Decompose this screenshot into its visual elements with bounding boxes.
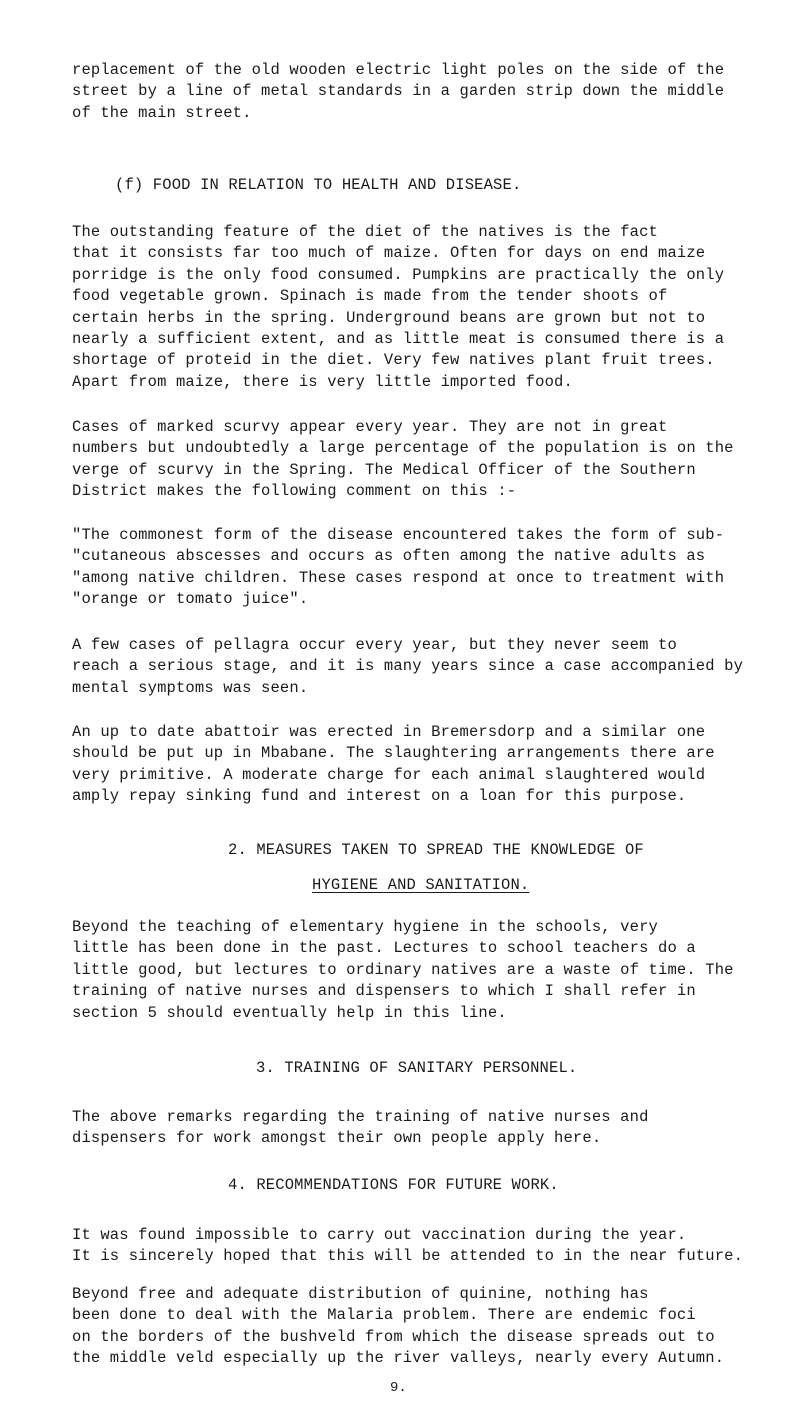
heading-training-personnel: 3. TRAINING OF SANITARY PERSONNEL. xyxy=(256,1059,578,1077)
text-line: "The commonest form of the disease encountered takes the form of sub- xyxy=(72,526,725,544)
text-line: of the main street. xyxy=(72,103,252,122)
text-line: District makes the following comment on this :- xyxy=(72,482,517,501)
quote-medical-officer xyxy=(72,525,772,611)
text-line: little has been done in the past. Lectures to school teachers do a xyxy=(72,939,696,958)
text-line: on the borders of the bushveld from which the disease spreads out to xyxy=(72,1327,715,1346)
text-line: reach a serious stage, and it is many years since a case accompanied by xyxy=(72,657,744,676)
text-line: nearly a sufficient extent, and as little meat is consumed there is a xyxy=(72,330,725,349)
paragraph-diet xyxy=(72,222,772,393)
text-line: "orange or tomato juice". xyxy=(72,590,309,609)
text-line: food vegetable grown. Spinach is made from the tender shoots of xyxy=(72,287,668,306)
text-line: A few cases of pellagra occur every year, but they never seem to xyxy=(72,636,677,654)
text-line: little good, but lectures to ordinary natives are a waste of time. The xyxy=(72,960,734,979)
text-line: It was found impossible to carry out vaccination during the year. xyxy=(72,1226,687,1244)
heading-recommendations: 4. RECOMMENDATIONS FOR FUTURE WORK. xyxy=(228,1176,559,1194)
text-line: should be put up in Mbabane. The slaughtering arrangements there are xyxy=(72,744,715,763)
text-line: shortage of proteid in the diet. Very few natives plant fruit trees. xyxy=(72,351,715,370)
text-line: verge of scurvy in the Spring. The Medical Officer of the Southern xyxy=(72,460,696,479)
text-line: Beyond the teaching of elementary hygiene in the schools, very xyxy=(72,918,658,936)
text-line: Beyond free and adequate distribution of quinine, nothing has xyxy=(72,1285,649,1303)
heading-hygiene-sanitation: HYGIENE AND SANITATION. xyxy=(312,876,530,894)
text-line: Cases of marked scurvy appear every year. They are not in great xyxy=(72,418,668,436)
text-line: It is sincerely hoped that this will be attended to in the near future. xyxy=(72,1247,744,1266)
text-line: the middle veld especially up the river valleys, nearly every Autumn. xyxy=(72,1349,725,1368)
text-line: Apart from maize, there is very little imported food. xyxy=(72,372,573,391)
text-line: very primitive. A moderate charge for each animal slaughtered would xyxy=(72,765,706,784)
text-line: numbers but undoubtedly a large percentage of the population is on the xyxy=(72,439,734,458)
text-line: replacement of the old wooden electric light poles on the side of the xyxy=(72,61,725,79)
paragraph-street-poles xyxy=(72,60,772,124)
paragraph-training xyxy=(72,1107,772,1150)
paragraph-hygiene-teaching xyxy=(72,917,772,1024)
paragraph-abattoir xyxy=(72,722,772,808)
text-line: dispensers for work amongst their own people apply here. xyxy=(72,1129,602,1148)
text-line: that it consists far too much of maize. Often for days on end maize xyxy=(72,244,706,263)
text-line: "among native children. These cases respond at once to treatment with xyxy=(72,568,725,587)
paragraph-pellagra xyxy=(72,635,772,699)
text-line: street by a line of metal standards in a garden strip down the middle xyxy=(72,82,725,101)
paragraph-vaccination xyxy=(72,1225,772,1268)
heading-measures-knowledge: 2. MEASURES TAKEN TO SPREAD THE KNOWLEDGE OF xyxy=(228,841,644,859)
text-line: The above remarks regarding the training of native nurses and xyxy=(72,1108,649,1126)
text-line: training of native nurses and dispensers to which I shall refer in xyxy=(72,982,696,1001)
text-line: An up to date abattoir was erected in Bremersdorp and a similar one xyxy=(72,723,706,741)
text-line: certain herbs in the spring. Underground beans are grown but not to xyxy=(72,308,706,327)
page-number: 9. xyxy=(390,1380,407,1396)
paragraph-malaria xyxy=(72,1284,772,1370)
text-line: The outstanding feature of the diet of the natives is the fact xyxy=(72,223,658,241)
paragraph-scurvy xyxy=(72,417,772,503)
text-line: been done to deal with the Malaria problem. There are endemic foci xyxy=(72,1306,696,1325)
text-line: "cutaneous abscesses and occurs as often among the native adults as xyxy=(72,547,706,566)
text-line: porridge is the only food consumed. Pumpkins are practically the only xyxy=(72,265,725,284)
text-line: amply repay sinking fund and interest on a loan for this purpose. xyxy=(72,787,687,806)
text-line: section 5 should eventually help in this line. xyxy=(72,1003,507,1022)
heading-food-health: (f) FOOD IN RELATION TO HEALTH AND DISEASE. xyxy=(115,176,522,194)
text-line: mental symptoms was seen. xyxy=(72,678,309,697)
